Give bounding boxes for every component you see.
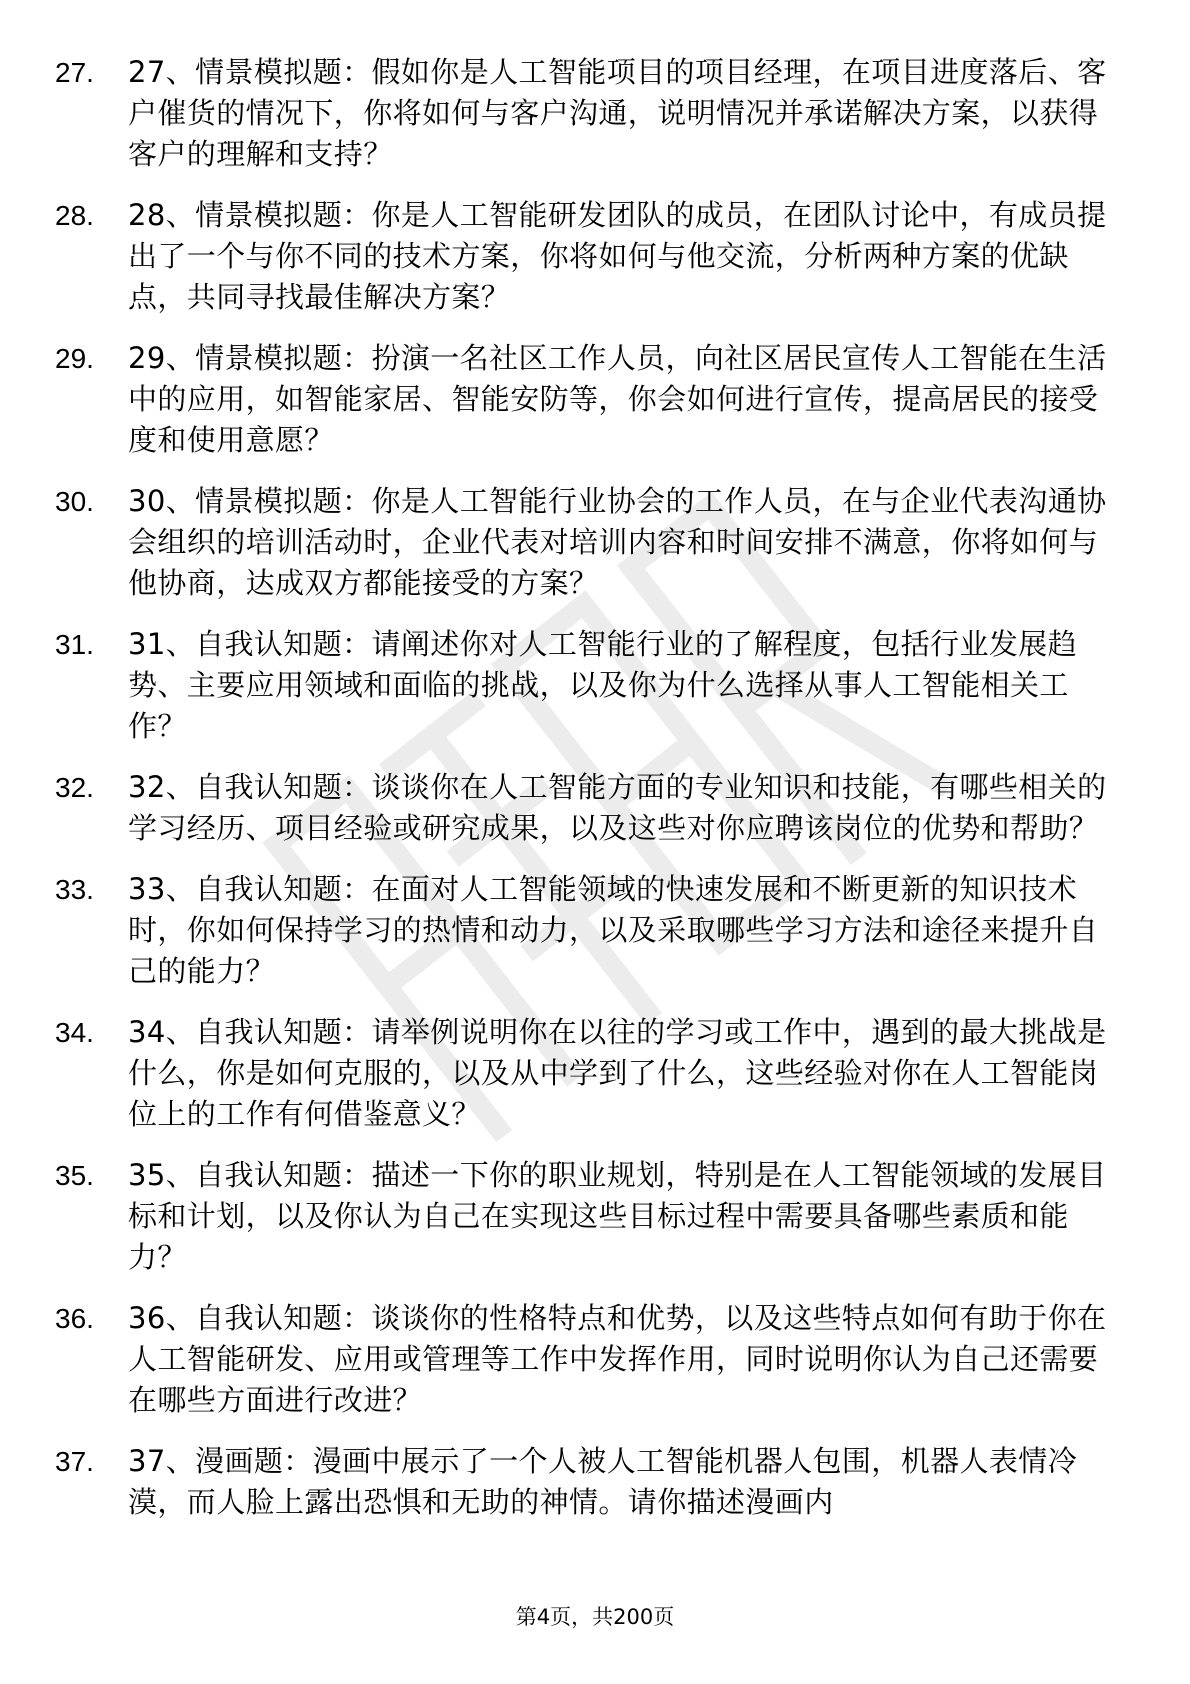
question-number: 33. [55,874,94,905]
question-text: 37、漫画题：漫画中展示了一个人被人工智能机器人包围，机器人表情冷漠，而人脸上露出恐惧和无助的神情。请你描述漫画内 [128,1444,1078,1519]
question-number: 27. [55,57,94,88]
question-text: 36、自我认知题：谈谈你的性格特点和优势，以及这些特点如何有助于你在人工智能研发、应用或管理等工作中发挥作用，同时说明你认为自己还需要在哪些方面进行改进？ [128,1301,1107,1417]
question-number: 28. [55,200,94,231]
question-number: 36. [55,1303,94,1334]
list-item [55,52,1135,175]
question-number: 37. [55,1446,94,1477]
list-item [55,481,1135,604]
list-item [55,1441,1135,1523]
question-text: 32、自我认知题：谈谈你在人工智能方面的专业知识和技能，有哪些相关的学习经历、项目经验或研究成果，以及这些对你应聘该岗位的优势和帮助？ [128,770,1107,845]
question-number: 32. [55,772,94,803]
question-text: 28、情景模拟题：你是人工智能研发团队的成员，在团队讨论中，有成员提出了一个与你不同的技术方案，你将如何与他交流，分析两种方案的优缺点，共同寻找最佳解决方案？ [128,198,1107,314]
question-number: 35. [55,1160,94,1191]
question-number: 31. [55,629,94,660]
question-text: 35、自我认知题：描述一下你的职业规划，特别是在人工智能领域的发展目标和计划，以及你认为自己在实现这些目标过程中需要具备哪些素质和能力？ [128,1158,1107,1274]
question-number: 30. [55,486,94,517]
question-text: 29、情景模拟题：扮演一名社区工作人员，向社区居民宣传人工智能在生活中的应用，如智能家居、智能安防等，你会如何进行宣传，提高居民的接受度和使用意愿？ [128,341,1107,457]
question-list [55,52,1135,1543]
list-item [55,338,1135,461]
list-item [55,195,1135,318]
list-item [55,624,1135,747]
question-number: 34. [55,1017,94,1048]
question-text: 33、自我认知题：在面对人工智能领域的快速发展和不断更新的知识技术时，你如何保持学习的热情和动力，以及采取哪些学习方法和途径来提升自己的能力？ [128,872,1099,988]
list-item [55,1155,1135,1278]
question-text: 30、情景模拟题：你是人工智能行业协会的工作人员，在与企业代表沟通协会组织的培训活动时，企业代表对培训内容和时间安排不满意，你将如何与他协商，达成双方都能接受的方案？ [128,484,1107,600]
question-text: 27、情景模拟题：假如你是人工智能项目的项目经理，在项目进度落后、客户催货的情况下，你将如何与客户沟通，说明情况并承诺解决方案，以获得客户的理解和支持？ [128,55,1107,171]
list-item [55,1012,1135,1135]
list-item [55,1298,1135,1421]
page-number-footer: 第4页，共200页 [515,1605,675,1629]
list-item [55,767,1135,849]
list-item [55,869,1135,992]
question-number: 29. [55,343,94,374]
question-text: 34、自我认知题：请举例说明你在以往的学习或工作中，遇到的最大挑战是什么，你是如何克服的，以及从中学到了什么，这些经验对你在人工智能岗位上的工作有何借鉴意义？ [128,1015,1107,1131]
question-text: 31、自我认知题：请阐述你对人工智能行业的了解程度，包括行业发展趋势、主要应用领域和面临的挑战，以及你为什么选择从事人工智能相关工作？ [128,627,1078,743]
